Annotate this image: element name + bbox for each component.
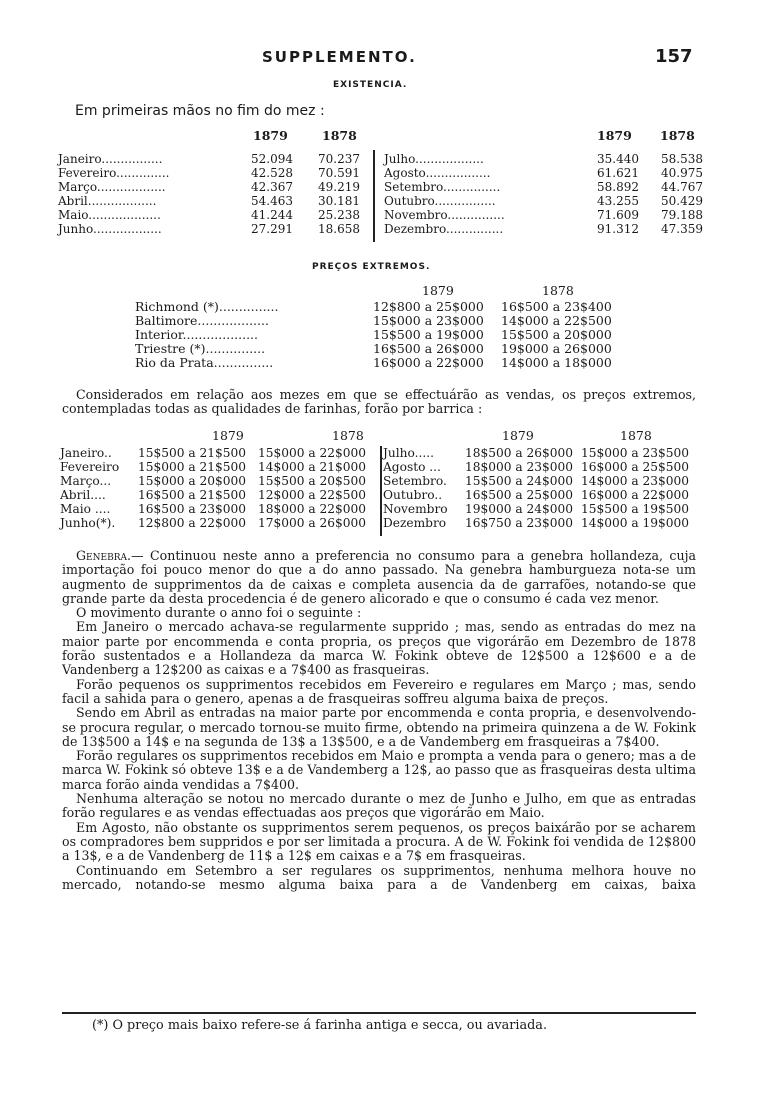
range-1878: 14$000 a 23$000 [581, 474, 690, 488]
value-1879: 91.312 [597, 222, 639, 236]
column-divider [373, 150, 375, 242]
range-1878: 14$000 a 21$000 [258, 460, 367, 474]
genebra-text: Continuou neste anno a preferencia no consumo para a genebra hollandeza, cuja importação foi pouco menor do que a do anno passado. Na genebra hamburgueza nota-se um augmento de supprimentos da de caixas e completa ausencia da de garrafões, notando-se que grande parte da desta procedencia é de genero alicorado e que o consumo é cada vez menor. [62, 548, 696, 606]
value-1878: 18.658 [318, 222, 360, 236]
setembro-paragraph: Continuando em Setembro a ser regulares os supprimentos, nenhuma melhora houve no mercado, notando-se mesmo alguma baixa para a de Vandenberg em caixas, baixa [62, 862, 696, 892]
maio-paragraph: Forão regulares os supprimentos recebidos em Maio e prompta a venda para o genero; mas a de marca W. Fokink só obteve 13$ e a de Vandemberg a 12$, ao passo que as frasqueiras desta ultima marca forão ainda vendidas a 7$400. [62, 748, 696, 792]
section-heading-precos: PREÇOS EXTREMOS. [312, 262, 431, 272]
month-label: Novembro [383, 502, 448, 516]
range-1878: 14$000 a 19$000 [581, 516, 690, 530]
origin-label: Richmond (*)............... [135, 299, 279, 314]
month-label: Abril.................. [58, 194, 157, 208]
range-1878: 19$000 a 26$000 [501, 341, 612, 356]
value-1878: 58.538 [661, 152, 703, 166]
range-1879: 16$750 a 23$000 [465, 516, 574, 530]
origin-label: Triestre (*)............... [135, 341, 266, 356]
range-1879: 15$000 a 20$000 [138, 474, 247, 488]
month-label: Dezembro............... [384, 222, 504, 236]
year-header-1878-left: 1878 [322, 128, 357, 143]
abril-paragraph: Sendo em Abril as entradas na maior parte por encommenda e conta propria, e desenvolvendo-se procura regular, o mercado tornou-se muito firme, obtendo na primeira quinzena a de W. Fokink de 13$500 a 14$ e na segunda de 13$ a 13$500, e a de Vandemberg em frasqueiras a 7$400. [62, 705, 696, 749]
month-label: Outubro.. [383, 488, 443, 502]
section-heading-existencia: EXISTENCIA. [333, 80, 408, 90]
considerados-paragraph [62, 388, 696, 417]
genebra-section [62, 549, 696, 892]
janeiro-paragraph: Em Janeiro o mercado achava-se regularmente supprido ; mas, sendo as entradas do mez na maior parte por encommenda e conta propria, os preços que vigorárão em Dezembro de 1878 forão sustentados e a Hollandeza da marca W. Fokink obteve de 12$500 a 12$600 e a de Vandenberg a 12$200 as caixas e a 7$400 as frasqueiras. [62, 619, 696, 678]
value-1878: 70.237 [318, 152, 360, 166]
month-label: Junho(*). [60, 516, 116, 530]
month-label: Agosto ... [383, 460, 441, 474]
genebra-label: Genebra. [76, 548, 131, 563]
month-label: Abril.... [60, 488, 106, 502]
range-1878: 15$500 a 19$500 [581, 502, 690, 516]
month-label: Agosto................. [384, 166, 491, 180]
value-1878: 70.591 [318, 166, 360, 180]
mp-year-1878-left: 1878 [332, 428, 364, 443]
month-label: Setembro. [383, 474, 447, 488]
month-label: Maio................... [58, 208, 161, 222]
year-header-1879: 1879 [422, 283, 454, 298]
range-1879: 16$500 a 21$500 [138, 488, 247, 502]
month-label: Janeiro................ [58, 152, 163, 166]
range-1878: 15$500 a 20$000 [501, 327, 612, 342]
range-1879: 15$500 a 19$000 [373, 327, 484, 342]
value-1879: 61.621 [597, 166, 639, 180]
value-1878: 50.429 [661, 194, 703, 208]
junho-julho-paragraph: Nenhuma alteração se notou no mercado durante o mez de Junho e Julho, em que as entradas forão regulares e as vendas effectuadas aos preços que vigorárão em Maio. [62, 791, 696, 821]
range-1878: 16$000 a 25$500 [581, 460, 690, 474]
range-1878: 15$500 a 20$500 [258, 474, 367, 488]
value-1879: 43.255 [597, 194, 639, 208]
value-1879: 58.892 [597, 180, 639, 194]
month-label: Setembro............... [384, 180, 501, 194]
month-label: Fevereiro [60, 460, 120, 474]
range-1878: 12$000 a 22$500 [258, 488, 367, 502]
year-header-1878-right: 1878 [660, 128, 695, 143]
range-1878: 14$000 a 18$000 [501, 355, 612, 370]
month-label: Novembro............... [384, 208, 505, 222]
range-1878: 15$000 a 23$500 [581, 446, 690, 460]
month-label: Fevereiro.............. [58, 166, 170, 180]
running-header-title: SUPPLEMENTO. [262, 48, 417, 66]
value-1878: 44.767 [661, 180, 703, 194]
value-1878: 47.359 [661, 222, 703, 236]
column-divider [380, 446, 382, 536]
range-1879: 15$500 a 21$500 [138, 446, 247, 460]
month-label: Março... [60, 474, 112, 488]
month-label: Maio .... [60, 502, 111, 516]
month-label: Janeiro.. [60, 446, 112, 460]
month-label: Julho..... [383, 446, 434, 460]
year-header-1879-left: 1879 [253, 128, 288, 143]
footnote: (*) O preço mais baixo refere-se á farinha antiga e secca, ou avariada. [92, 1018, 548, 1033]
range-1879: 15$000 a 21$500 [138, 460, 247, 474]
range-1879: 15$000 a 23$000 [373, 313, 484, 328]
month-label: Março.................. [58, 180, 166, 194]
range-1879: 12$800 a 25$000 [373, 299, 484, 314]
range-1879: 15$500 a 24$000 [465, 474, 574, 488]
considerados-text: Considerados em relação aos mezes em que se effectuárão as vendas, os preços extremos, contempladas todas as qualidades de farinhas, forão por barrica : [62, 387, 696, 417]
origin-label: Rio da Prata............... [135, 355, 274, 370]
mp-year-1879-right: 1879 [502, 428, 534, 443]
value-1878: 25.238 [318, 208, 360, 222]
range-1879: 16$000 a 22$000 [373, 355, 484, 370]
mp-year-1879-left: 1879 [212, 428, 244, 443]
range-1878: 15$000 a 22$000 [258, 446, 367, 460]
month-label: Junho.................. [58, 222, 162, 236]
range-1878: 17$000 a 26$000 [258, 516, 367, 530]
month-label: Julho.................. [384, 152, 484, 166]
range-1878: 16$000 a 22$000 [581, 488, 690, 502]
range-1879: 16$500 a 25$000 [465, 488, 574, 502]
value-1878: 49.219 [318, 180, 360, 194]
fevereiro-paragraph: Forão pequenos os supprimentos recebidos em Fevereiro e regulares em Março ; mas, sendo facil a sahida para o genero, apenas a de frasqueiras soffreu alguma baixa de preços. [62, 676, 696, 706]
range-1879: 12$800 a 22$000 [138, 516, 247, 530]
range-1878: 18$000 a 22$000 [258, 502, 367, 516]
month-label: Outubro................ [384, 194, 496, 208]
year-header-1879-right: 1879 [597, 128, 632, 143]
range-1879: 16$500 a 23$000 [138, 502, 247, 516]
value-1879: 42.367 [251, 180, 293, 194]
range-1878: 14$000 a 22$500 [501, 313, 612, 328]
agosto-paragraph: Em Agosto, não obstante os supprimentos serem pequenos, os preços baixárão por se acharem os compradores bem suppridos e por ser limitada a procura. A de W. Fokink foi vendida de 12$800 a 13$, e a de Vandenberg de 11$ a 12$ em caixas e a 7$ em frasqueiras. [62, 819, 696, 864]
genebra-dash: — [130, 548, 144, 563]
value-1879: 41.244 [251, 208, 293, 222]
month-label: Dezembro [383, 516, 447, 530]
origin-label: Baltimore.................. [135, 313, 269, 328]
value-1879: 52.094 [251, 152, 293, 166]
value-1878: 40.975 [661, 166, 703, 180]
range-1879: 18$000 a 23$000 [465, 460, 574, 474]
range-1878: 16$500 a 23$400 [501, 299, 612, 314]
value-1879: 42.528 [251, 166, 293, 180]
movimento-paragraph: O movimento durante o anno foi o seguinte : [76, 605, 362, 621]
genebra-paragraph [62, 549, 696, 606]
range-1879: 16$500 a 26$000 [373, 341, 484, 356]
value-1879: 35.440 [597, 152, 639, 166]
footnote-rule [62, 1012, 696, 1014]
mp-year-1878-right: 1878 [620, 428, 652, 443]
origin-label: Interior................... [135, 327, 259, 342]
year-header-1878: 1878 [542, 283, 574, 298]
value-1878: 30.181 [318, 194, 360, 208]
range-1879: 18$500 a 26$000 [465, 446, 574, 460]
existencia-intro: Em primeiras mãos no fim do mez : [75, 103, 325, 119]
range-1879: 19$000 a 24$000 [465, 502, 574, 516]
page-number: 157 [655, 46, 693, 67]
value-1879: 71.609 [597, 208, 639, 222]
value-1878: 79.188 [661, 208, 703, 222]
value-1879: 27.291 [251, 222, 293, 236]
value-1879: 54.463 [251, 194, 293, 208]
